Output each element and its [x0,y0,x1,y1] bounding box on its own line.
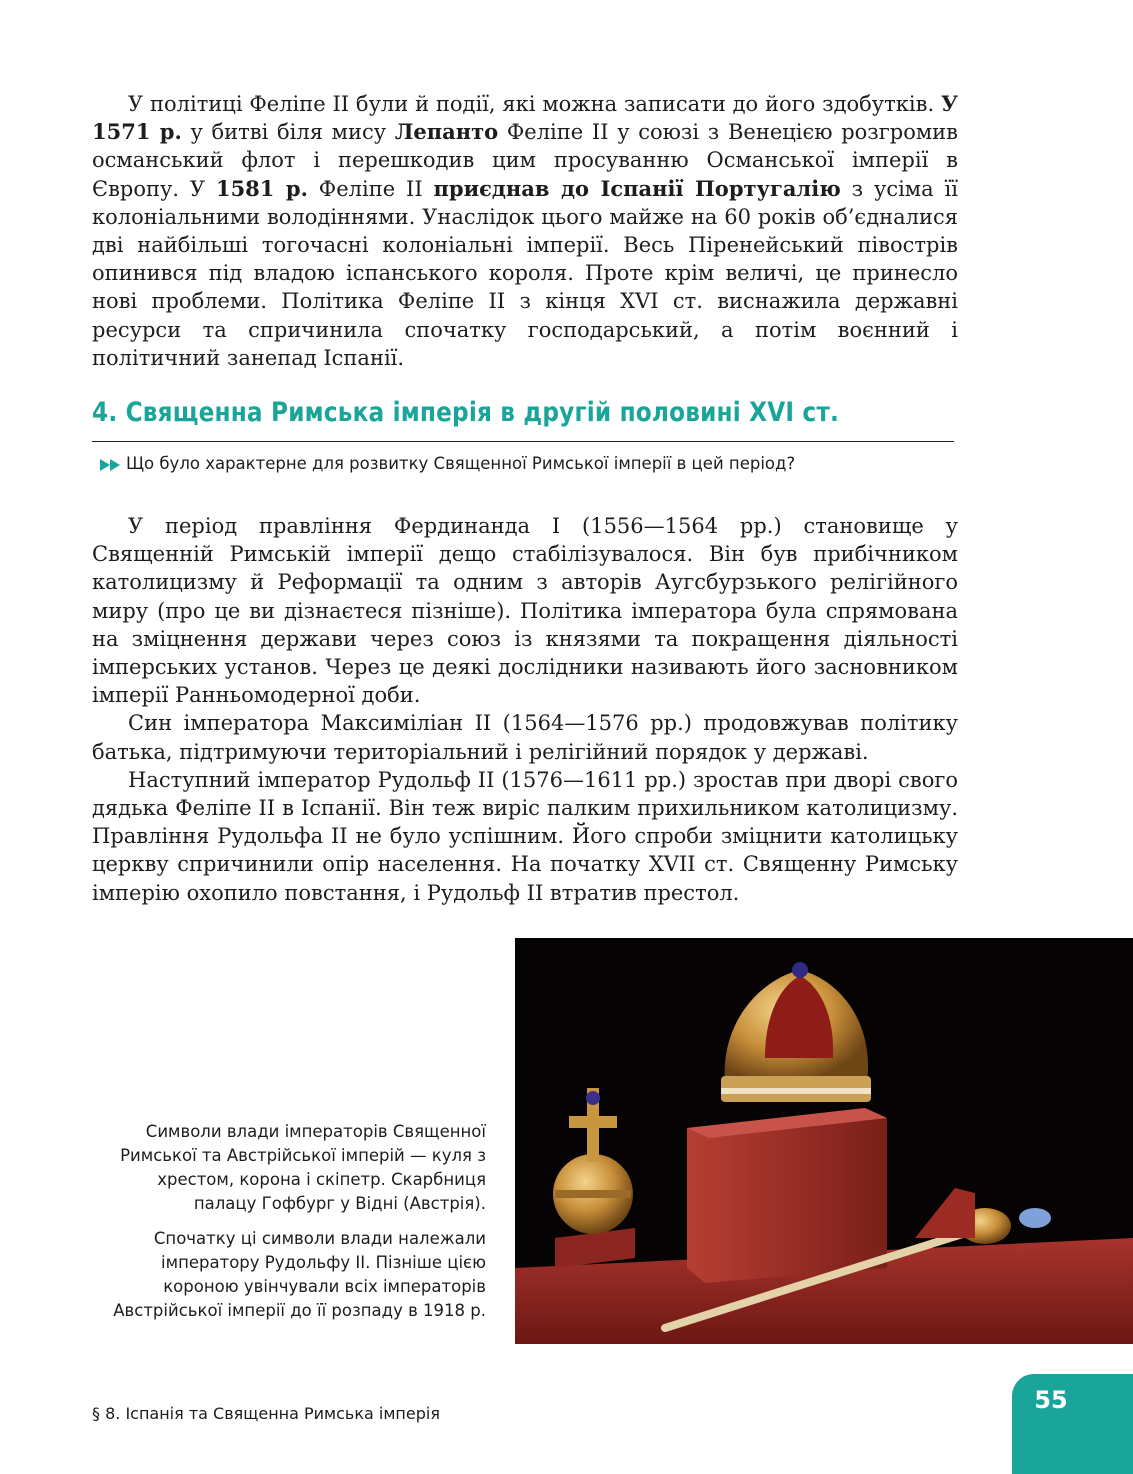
regalia-photo [515,938,1133,1344]
intro-bold-run: Лепанто [394,119,499,145]
paragraph-rudolf: Наступний імператор Рудольф II (1576—1611 рр.) зростав при дворі свого дядька Феліпе II в Іспанії. Він теж виріс палким прихильником католицизму. Правління Рудольфа II не було успішним. Його спроби зміцнити католицьку церкву спричинили опір населення. На початку XVII ст. Священну Римську імперію охопило повстання, і Рудольф II втратив престол. [92,767,958,905]
intro-paragraph-block [92,90,958,372]
intro-text-run: Феліпе II у союзі з Венецією розгромив османський флот і перешкодив цим просуванню Османської імперії в Європу. У [92,120,958,201]
intro-text-run: з усіма її колоніальними володіннями. Унаслідок цього майже на 60 років об’єдналися дві найбільші тогочасні колоніальні імперії. Весь Піренейський півострів опинився під владою іспанського короля. Проте крім величі, це принесло нові проблеми. Політика Феліпе II з кінця XVI ст. виснажила державні ресурси та спричинила спочатку господарський, а потім воєнний і політичний занепад Іспанії. [92,176,958,370]
paragraph-ferdinand: У період правління Фердинанда I (1556—1564 рр.) становище у Священній Римській імперії дещо стабілізувалося. Він був прибічником католицизму й Реформації та одним з авторів Аугсбурзького релігійного миру (про це ви дізнаєтеся пізніше). Політика імператора була спрямована на зміцнення держави через союз із князями та покращення діяльності імперських установ. Через це деякі дослідники називають його засновником імперії Ранньомодерної доби. [92,514,958,708]
intro-text-run: У політиці Феліпе II були й події, які можна записати до його здобутків. [128,92,941,116]
page-number-tab [1012,1374,1133,1474]
heading-divider [92,441,954,442]
question-text: Що було характерне для розвитку Священної Римської імперії в цей період? [126,454,796,473]
caption-text-1: Символи влади імператорів Священної Римської та Австрійської імперій — куля з хрестом, корона і скіпетр. Скарбниця палацу Гофбург у Відні (Австрія). [120,1122,486,1213]
double-arrow-icon [100,459,122,471]
page-number: 55 [1034,1386,1068,1414]
photo-caption-2 [96,1227,486,1323]
intro-text-run: Феліпе II [307,176,434,201]
intro-paragraph [92,90,958,372]
intro-bold-run: приєднав до Іспанії Португалію [433,175,841,201]
paragraph-maximilian: Син імператора Максиміліан II (1564—1576 рр.) продовжував політику батька, підтримуючи територіальний і релігійний порядок у державі. [92,711,958,764]
intro-text-run: у битві біля мису [181,120,395,145]
body-paragraphs [92,512,958,907]
intro-bold-run: У 1571 р. [92,91,958,145]
intro-bold-run: 1581 р. [215,175,308,201]
footer-chapter-title: § 8. Іспанія та Священна Римська імперія [92,1404,440,1423]
guiding-question [100,452,820,475]
regalia-illustration [515,938,1133,1344]
photo-caption-1 [96,1120,486,1216]
section-heading: 4. Священна Римська імперія в другій половині XVI ст. [92,397,839,428]
caption-text-2: Спочатку ці символи влади належали імператору Рудольфу II. Пізніше цією короною увінчували всіх імператорів Австрійської імперії до її розпаду в 1918 р. [113,1229,486,1320]
